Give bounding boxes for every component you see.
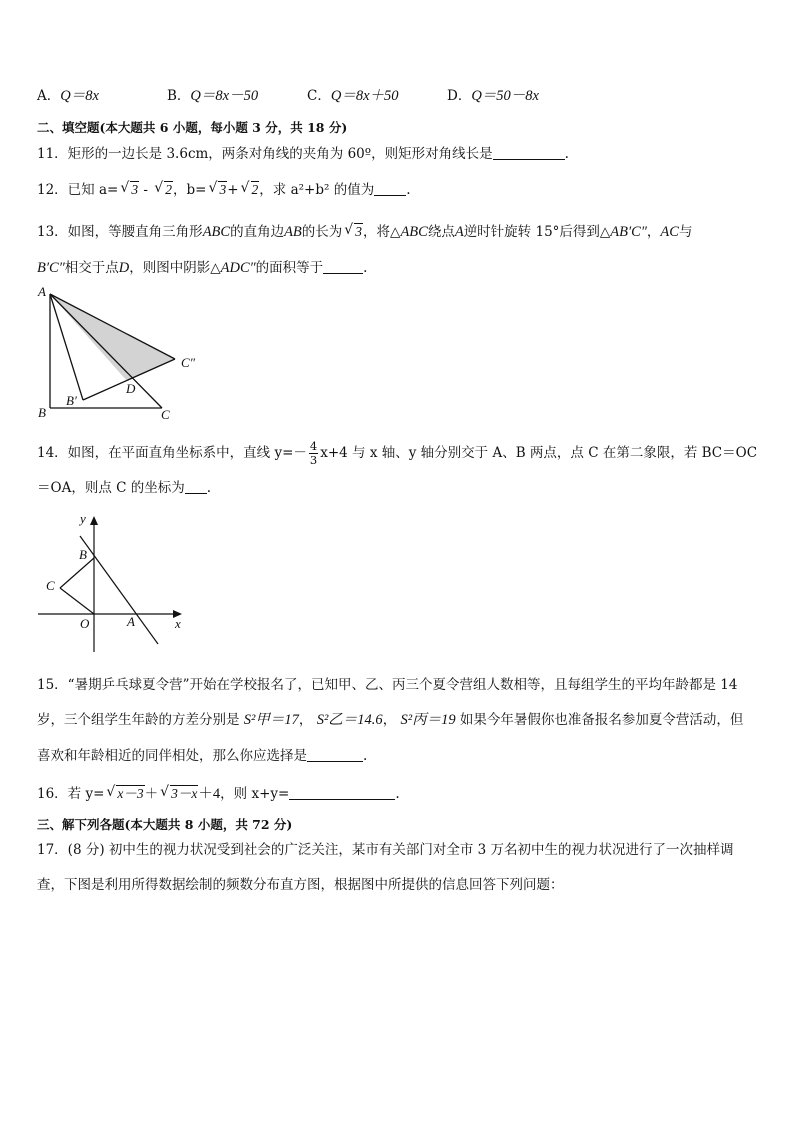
triangle-rotation-figure — [30, 282, 220, 422]
option-a: A．Q＝8x — [37, 88, 99, 104]
question-14-line-1: 14．如图，在平面直角坐标系中，直线 y=－ $\frac{4}{3}$ x+4 与 x 轴、y 轴分别交于 A、B 两点，点 C 在第二象限，若 BC＝OC — [37, 439, 758, 467]
option-b: B．Q＝8x－50 — [167, 88, 259, 104]
question-11: 11．矩形的一边长是 3.6cm，两条对角线的夹角为 60º，则矩形对角线长是 . — [37, 146, 569, 162]
sqrt-expression: √ 3 — [208, 180, 227, 200]
question-13-line-2: B′C″相交于点D，则图中阴影△ADC″的面积等于 . — [37, 260, 368, 276]
sqrt-expression: √ x－3 — [106, 784, 144, 804]
question-12: 12．已知 a=√ 3 - √ 2，b=√ 3+√ 2，求 a²+b² 的值为 . — [37, 180, 411, 200]
label-b-prime: B′ — [66, 393, 77, 408]
question-17-line-2: 查，下图是利用所得数据绘制的频数分布直方图，根据图中所提供的信息回答下列问题： — [37, 877, 564, 893]
segment-co — [60, 588, 94, 614]
question-17-line-1: 17．(8 分) 初中生的视力状况受到社会的广泛关注，某市有关部门对全市 3 万名初中生的视力状况进行了一次抽样调 — [37, 842, 734, 858]
answer-blank — [307, 747, 363, 762]
label-c-prime: C″ — [181, 355, 196, 370]
question-14-line-2: ＝OA，则点 C 的坐标为 . — [37, 480, 212, 496]
question-16: 16．若 y=√ x－3＋√ 3－x＋4，则 x+y= . — [37, 784, 400, 804]
sqrt-expression: √ 3 — [120, 180, 139, 200]
option-d: D．Q＝50－8x — [447, 88, 539, 104]
line-ab — [80, 536, 158, 644]
label-a: A — [38, 284, 46, 299]
answer-blank — [323, 259, 363, 274]
answer-blank — [185, 479, 207, 494]
question-15-line-3: 喜欢和年龄相近的同伴相处，那么你应选择是 . — [37, 748, 368, 764]
question-15-line-1: 15．“暑期乒乓球夏令营”开始在学校报名了，已知甲、乙、丙三个夏令营组人数相等，且每组学生的平均年龄都是 14 — [37, 677, 738, 693]
section-heading-fill-in: 二、填空题(本大题共 6 小题，每小题 3 分，共 18 分) — [37, 120, 348, 135]
answer-blank — [374, 181, 406, 196]
answer-blank — [493, 145, 565, 160]
sqrt-expression: √ 3 — [344, 222, 363, 242]
section-heading-solve: 三、解下列各题(本大题共 8 小题，共 72 分) — [37, 817, 293, 832]
sqrt-expression: √ 2 — [154, 180, 173, 200]
label-d: D — [126, 381, 136, 396]
question-13-line-1: 13．如图，等腰直角三角形ABC的直角边AB的长为√ 3，将△ABC绕点A逆时针旋转 15°后得到△AB′C″，AC与 — [37, 222, 692, 242]
label-y: y — [80, 511, 86, 526]
sqrt-expression: √ 3－x — [160, 784, 198, 804]
y-axis-arrow-icon — [90, 516, 98, 525]
fraction: $\frac{4}{3}$ — [309, 439, 318, 467]
question-15-line-2: 岁，三个组学生年龄的方差分别是 S²甲＝17， S²乙＝14.6， S²丙＝19 如果今年暑假你也准备报名参加夏令营活动，但 — [37, 712, 744, 728]
sqrt-expression: √ 2 — [241, 180, 260, 200]
coordinate-plane-figure — [30, 506, 200, 658]
label-c: C — [161, 407, 170, 422]
label-x: x — [175, 616, 181, 631]
segment-bc — [60, 558, 94, 588]
label-b: B — [79, 547, 87, 562]
label-o: O — [80, 616, 90, 631]
answer-blank — [289, 785, 395, 800]
label-c: C — [46, 578, 55, 593]
label-b: B — [38, 405, 46, 420]
option-c: C．Q＝8x＋50 — [307, 88, 399, 104]
label-a: A — [127, 614, 135, 629]
options-row — [37, 86, 539, 106]
